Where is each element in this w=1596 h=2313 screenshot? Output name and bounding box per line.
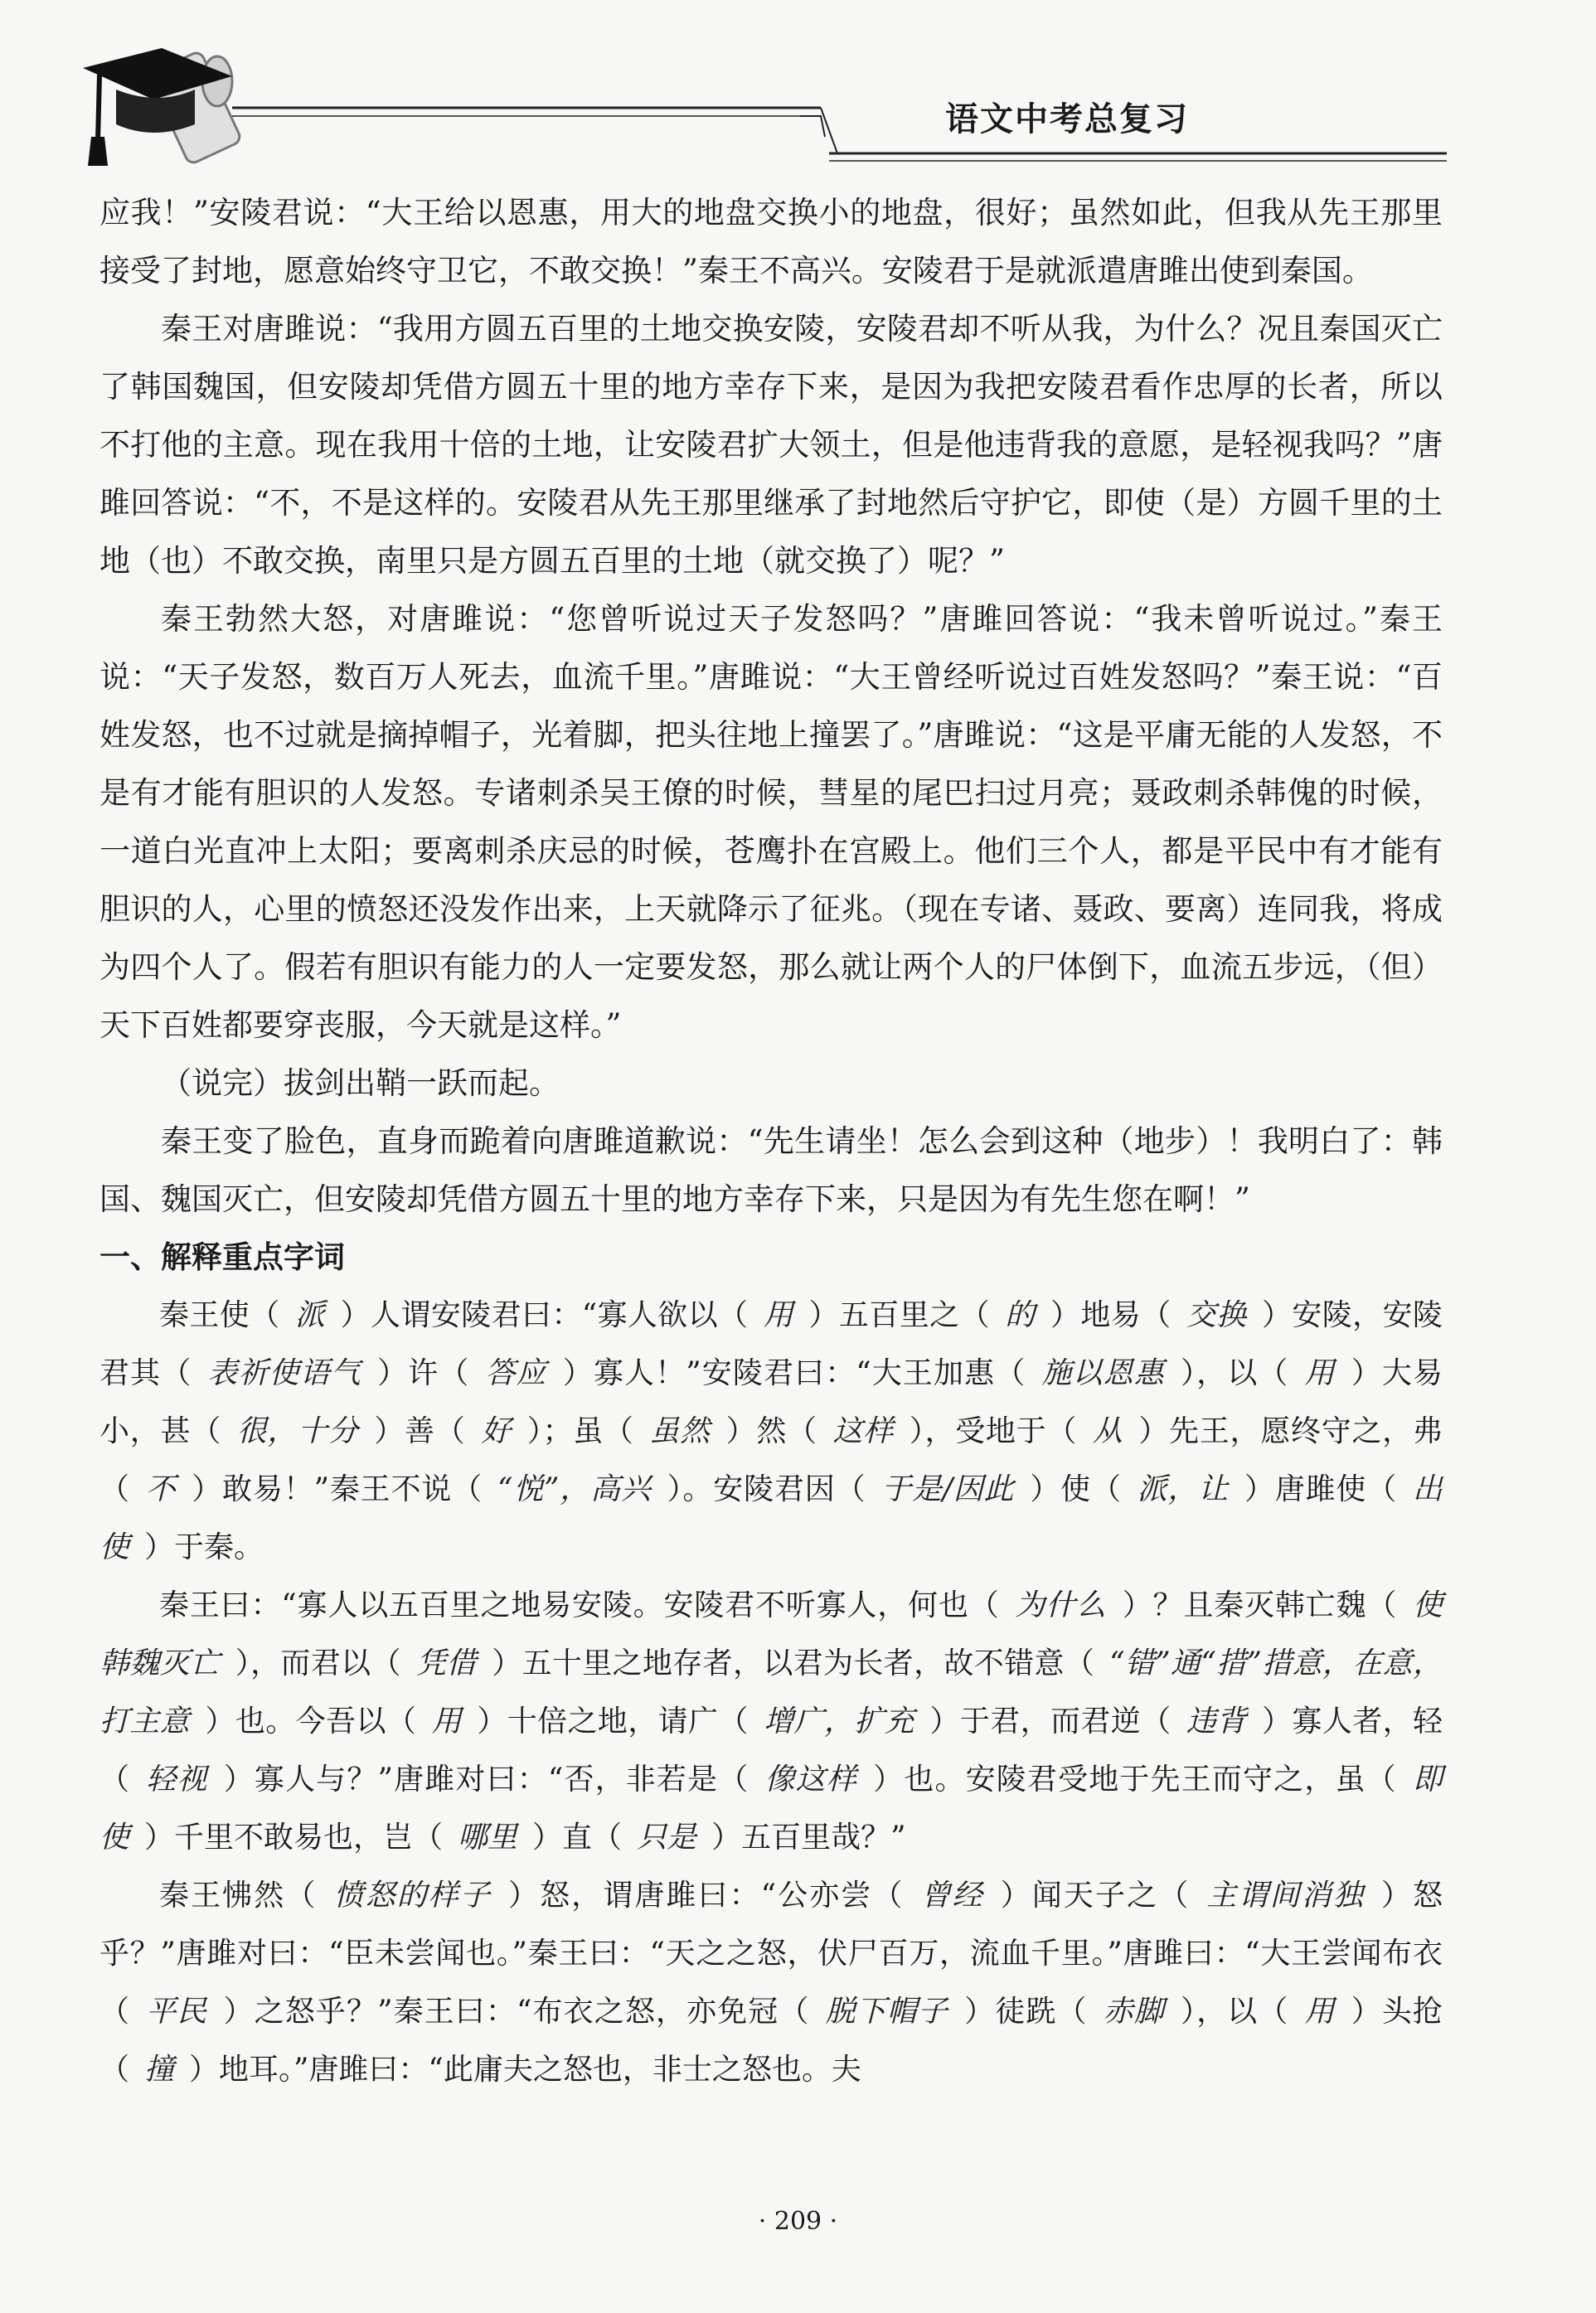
graduation-cap-icon [0,0,1596,182]
exercise-text: ）安陵，安陵君其（ [99,1298,1443,1390]
exercise-text: ）；虽（ [526,1414,634,1448]
answer-text: 违背 [1171,1704,1262,1738]
answer-text: 增广，扩充 [748,1704,930,1738]
answer-text: 交换 [1171,1298,1262,1332]
exercise-text: ）善（ [373,1414,466,1448]
answer-text: 表祈使语气 [192,1356,376,1390]
answer-text: 为什么 [999,1588,1122,1622]
exercise-text: 秦王怫然（ [159,1879,318,1913]
answer-text: “错”通“措”措意，在意，打主意 [99,1646,1443,1738]
answer-text: 轻视 [130,1763,223,1797]
exercise-text: ）头抢（ [99,1995,1443,2087]
exercise-text: ）。安陵君因（ [666,1472,866,1506]
page-header [0,0,1596,182]
answer-text: 很，十分 [221,1414,374,1448]
exercise-text: ）寡人！”安陵君曰：“大王加惠（ [561,1356,1026,1390]
answer-text: 哪里 [443,1821,533,1855]
answer-text: 于是/因此 [866,1472,1030,1506]
exercise-text: ）然（ [725,1414,817,1448]
section-heading: 一、解释重点字词 [99,1239,345,1275]
answer-text: 凭借 [400,1646,492,1680]
translation-paragraph: 秦王对唐雎说：“我用方圆五百里的土地交换安陵，安陵君却不听从我，为什么？况且秦国灭亡了韩国魏国，但安陵却凭借方圆五十里的地方幸存下来，是因为我把安陵君看作忠厚的长者，所以不打他的主意。现在我用十倍的土地，让安陵君扩大领土，但是他违背我的意愿，是轻视我吗？”唐雎回答说：“不，不是这样的。安陵君从先王那里继承了封地然后守护它，即使（是）方圆千里的土地（也）不敢交换，南里只是方圆五百里的土地（就交换了）呢？” [99,311,1443,579]
exercise-text: ）十倍之地，请广（ [476,1704,749,1738]
exercise-text: ）？且秦灭韩亡魏（ [1121,1588,1398,1622]
exercise-text: ）地耳。”唐雎曰：“此庸夫之怒也，非士之怒也。夫 [189,2053,861,2087]
answer-text: 用 [416,1704,477,1738]
answer-text: 即使 [99,1763,1443,1855]
answer-text: 使韩魏灭亡 [99,1588,1443,1680]
answer-text: 只是 [622,1821,712,1855]
exercise-text: ）人谓安陵君曰：“寡人欲以（ [340,1298,749,1332]
exercise-text: ）于秦。 [144,1530,264,1564]
answer-text: 脱下帽子 [809,1995,963,2029]
answer-text: 用 [1288,1995,1351,2029]
answer-text: 撞 [129,2053,190,2087]
exercise-text: ）唐雎使（ [1244,1472,1398,1506]
answer-text: 从 [1077,1414,1138,1448]
answer-text: 用 [748,1298,809,1332]
exercise-text: ）使（ [1029,1472,1122,1506]
answer-text: 这样 [817,1414,909,1448]
exercise-text: ），以（ [1179,1356,1289,1390]
exercise-text: ）五十里之地存者，以君为长者，故不错意（ [491,1646,1095,1680]
exercise-paragraph [99,1867,1443,2099]
exercise-text: ）怒，谓唐雎曰：“公亦尝（ [506,1879,905,1913]
answer-text: 用 [1288,1356,1351,1390]
exercise-text: ）于君，而君逆（ [929,1704,1172,1738]
answer-text: “悦”，高兴 [483,1472,667,1506]
exercise-paragraph [99,1287,1443,1577]
header-title: 语文中考总复习 [945,99,1189,138]
answer-text: 主谓间消独 [1190,1879,1380,1913]
exercise-text: ）五百里哉？” [711,1821,906,1855]
exercise-text: 秦王曰：“寡人以五百里之地易安陵。安陵君不听寡人，何也（ [159,1588,1000,1622]
exercise-text: 秦王使（ [159,1298,280,1332]
exercise-text: ）闻天子之（ [998,1879,1191,1913]
answer-text: 出使 [99,1472,1443,1564]
exercise-text: ）也。安陵君受地于先王而守之，虽（ [872,1763,1397,1797]
answer-text: 愤怒的样子 [317,1879,507,1913]
exercise-text: ），以（ [1179,1995,1289,2029]
translation-paragraph: （说完）拔剑出鞘一跃而起。 [161,1065,560,1101]
translation-paragraph: 秦王勃然大怒，对唐雎说：“您曾听说过天子发怒吗？”唐雎回答说：“我未曾听说过。”秦王说：“天子发怒，数百万人死去，血流千里。”唐雎说：“大王曾经听说过百姓发怒吗？”秦王说：“百姓发怒，也不过就是摘掉帽子，光着脚，把头往地上撞罢了。”唐雎说：“这是平庸无能的人发怒，不是有才能有胆识的人发怒。专诸刺杀吴王僚的时候，彗星的尾巴扫过月亮；聂政刺杀韩傀的时候，一道白光直冲上太阳；要离刺杀庆忌的时候，苍鹰扑在宫殿上。他们三个人，都是平民中有才能有胆识的人，心里的愤怒还没发作出来，上天就降示了征兆。（现在专诸、聂政、要离）连同我，将成为四个人了。假若有胆识有能力的人一定要发怒，那么就让两个人的尸体倒下，血流五步远，（但）天下百姓都要穿丧服，今天就是这样。” [99,601,1443,1043]
answer-text: 派，让 [1121,1472,1244,1506]
exercise-text: ），受地于（ [909,1414,1078,1448]
exercise-text: ），而君以（ [235,1646,401,1680]
exercise-text: ）直（ [532,1821,623,1855]
exercise-text: ）大易小，甚（ [99,1356,1443,1448]
page-content [99,184,1443,2099]
answer-text: 平民 [130,1995,223,2029]
translation-paragraph: 秦王变了脸色，直身而跪着向唐雎道歉说：“先生请坐！怎么会到这种（地步）！我明白了：韩国、魏国灭亡，但安陵却凭借方圆五十里的地方幸存下来，只是因为有先生您在啊！” [99,1123,1443,1217]
answer-text: 的 [989,1298,1050,1332]
exercise-text: ）许（ [376,1356,470,1390]
answer-text: 好 [465,1414,526,1448]
answer-text: 赤脚 [1087,1995,1180,2029]
exercise-text: ）也。今吾以（ [205,1704,417,1738]
exercise-text: ）怒乎？”唐雎对曰：“臣未尝闻也。”秦王曰：“天之之怒，伏尸百万，流血千里。”唐雎曰：“大王尝闻布衣（ [99,1879,1443,2029]
exercise-text: ）先王，愿终守之，弗（ [99,1414,1443,1506]
exercise-text: ）之怒乎？”秦王曰：“布衣之怒，亦免冠（ [222,1995,810,2029]
answer-text: 像这样 [749,1763,872,1797]
answer-text: 答应 [469,1356,562,1390]
answer-text: 施以恩惠 [1026,1356,1180,1390]
exercise-paragraph [99,1577,1443,1867]
translation-paragraph: 应我！”安陵君说：“大王给以恩惠，用大的地盘交换小的地盘，很好；虽然如此，但我从先王那里接受了封地，愿意始终守卫它，不敢交换！”秦王不高兴。安陵君于是就派遣唐雎出使到秦国。 [99,195,1443,289]
exercise-text: ）千里不敢易也，岂（ [144,1821,444,1855]
exercise-text: ）五百里之（ [808,1298,990,1332]
answer-text: 曾经 [904,1879,999,1913]
answer-text: 派 [279,1298,341,1332]
exercise-text: ）寡人者，轻（ [99,1704,1443,1797]
exercise-text: ）地易（ [1050,1298,1172,1332]
answer-text: 虽然 [633,1414,725,1448]
page-number: · 209 · [758,2207,838,2236]
answer-text: 不 [129,1472,192,1506]
exercise-text: ）敢易！”秦王不说（ [191,1472,483,1506]
exercise-text: ）寡人与？”唐雎对曰：“否，非若是（ [222,1763,749,1797]
exercise-text: ）徒跣（ [963,1995,1088,2029]
